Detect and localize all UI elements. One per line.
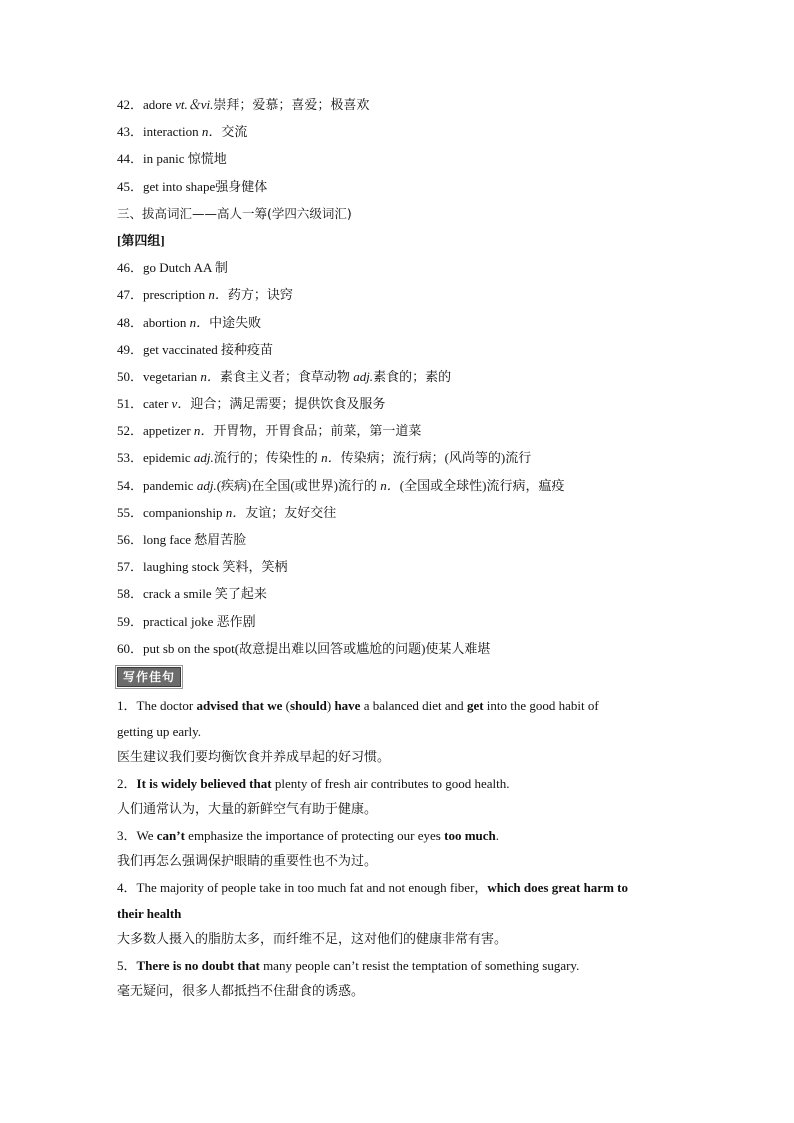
entry-word: appetizer [143, 423, 194, 439]
entry-word: go Dutch [143, 260, 194, 276]
vocab-entry-46 [117, 257, 679, 284]
entry-number: 49． [117, 341, 144, 357]
entry-number: 54． [117, 477, 144, 493]
entry-number: 43． [117, 124, 144, 140]
entry-number: 53． [117, 450, 144, 466]
entry-word: interaction [143, 124, 202, 140]
entry-word: practical joke [143, 613, 217, 629]
entry-word: get vaccinated [143, 341, 221, 357]
sentence-english: 1．The doctor advised that we (should) have a balanced diet and get into the good habit of [117, 697, 599, 713]
vocab-entry-60 [117, 638, 679, 665]
entry-pos: n． [208, 287, 228, 303]
sentence-chinese: 毫无疑问，很多人都抵挡不住甜食的诱惑。 [117, 983, 365, 999]
entry-number: 57． [117, 559, 144, 575]
entry-meaning: 笑料，笑柄 [222, 559, 288, 575]
entry-word: long face [143, 532, 195, 547]
group-label: [第四组] [117, 232, 165, 248]
entry-word: in panic [143, 151, 188, 167]
entry-pos: n． [193, 423, 214, 439]
entry-meaning-2: (全国或全球性)流行病，瘟疫 [399, 477, 565, 493]
sentence-3 [117, 823, 679, 875]
vocab-entry-49 [117, 339, 679, 366]
entry-number: 45． [117, 178, 144, 194]
entry-number: 59． [117, 613, 144, 629]
vocab-entry-52 [117, 420, 679, 447]
entry-word: cater [143, 396, 172, 412]
entry-word: adore [143, 97, 176, 112]
entry-word: laughing stock [143, 559, 223, 575]
vocab-entry-54 [117, 475, 679, 502]
writing-section-header [117, 665, 679, 693]
entry-meaning: 药方；诀窍 [227, 287, 293, 303]
document-page [117, 94, 679, 1005]
entry-pos: v． [171, 396, 191, 412]
sentence-english-continued: getting up early. [117, 723, 201, 739]
vocab-entry-42 [117, 94, 679, 121]
section-title: 三、拔高词汇——高人一筹(学四六级词汇) [117, 205, 352, 221]
entry-pos: n． [200, 368, 220, 384]
sentence-english: 4．The majority of people take in too much fat and not enough fiber，which does great harm to [117, 879, 628, 895]
entry-number: 58． [117, 586, 144, 602]
entry-meaning: 笑了起来 [214, 586, 267, 602]
entry-pos-2: n． [380, 477, 400, 493]
vocab-entry-58 [117, 583, 679, 610]
vocab-entry-48 [117, 312, 679, 339]
entry-word: get into shape [143, 178, 216, 194]
entry-word: vegetarian [143, 368, 201, 384]
entry-word: abortion [143, 314, 190, 330]
vocab-entry-56 [117, 529, 679, 556]
entry-number: 60． [117, 640, 144, 656]
vocab-entry-55 [117, 502, 679, 529]
entry-meaning: (疾病)在全国(或世界)流行的 [216, 477, 381, 493]
entry-meaning: 接种疫苗 [220, 341, 273, 357]
entry-pos: n． [225, 504, 246, 520]
entry-word: crack a smile [143, 586, 215, 602]
vocab-entry-50 [117, 366, 679, 393]
entry-word: pandemic [143, 477, 197, 493]
sentence-english: 5．There is no doubt that many people can’t resist the temptation of something sugary. [117, 957, 580, 973]
sentence-english: 3．We can’t emphasize the importance of protecting our eyes too much. [117, 827, 499, 843]
sentence-chinese: 医生建议我们要均衡饮食并养成早起的好习惯。 [117, 749, 391, 765]
entry-meaning: 流行的；传染性的 [213, 450, 322, 466]
entry-meaning: 中途失败 [209, 314, 262, 330]
entry-meaning: 崇拜；爱慕；喜爱；极喜欢 [213, 97, 370, 112]
vocab-entry-59 [117, 611, 679, 638]
entry-number: 50． [117, 368, 144, 384]
entry-meaning: 交流 [221, 124, 248, 140]
entry-number: 44． [117, 151, 144, 167]
entry-pos: adj. [193, 450, 214, 466]
sentence-4 [117, 875, 679, 953]
vocab-entry-47 [117, 284, 679, 311]
entry-number: 52． [117, 423, 144, 439]
vocab-entry-43 [117, 121, 679, 148]
vocab-entry-57 [117, 556, 679, 583]
entry-number: 56． [117, 532, 144, 547]
entry-meaning: 迎合；满足需要；提供饮食及服务 [190, 396, 386, 412]
vocab-entry-53 [117, 447, 679, 474]
sentence-1 [117, 693, 679, 771]
entry-word: put sb on the spot [143, 640, 235, 656]
entry-pos-2: adj. [353, 368, 374, 384]
sentence-5 [117, 953, 679, 1005]
vocab-entry-51 [117, 393, 679, 420]
sentence-chinese: 我们再怎么强调保护眼睛的重要性也不为过。 [117, 853, 378, 869]
entry-number: 55． [117, 504, 144, 520]
entry-meaning: 惊慌地 [187, 151, 227, 167]
entry-pos-2: n． [321, 450, 341, 466]
entry-number: 48． [117, 314, 144, 330]
entry-meaning: 开胃物，开胃食品；前菜，第一道菜 [213, 423, 422, 439]
entry-pos: vt.＆vi. [175, 97, 214, 112]
entry-meaning: (故意提出难以回答或尴尬的问题)使某人难堪 [234, 640, 491, 656]
sentence-chinese: 大多数人摄入的脂肪太多，而纤维不足，这对他们的健康非常有害。 [117, 931, 508, 947]
entry-meaning: 强身健体 [215, 178, 268, 194]
entry-meaning: 愁眉苦脸 [194, 532, 247, 547]
entry-number: 42． [117, 97, 144, 112]
sentence-english-continued: their health [117, 905, 182, 921]
entry-word: epidemic [143, 450, 194, 466]
entry-meaning: AA 制 [193, 260, 228, 276]
entry-meaning-2: 传染病；流行病；(风尚等的)流行 [340, 450, 532, 466]
sentence-english: 2．It is widely believed that plenty of fresh air contributes to good health. [117, 775, 510, 791]
entry-meaning-2: 素食的；素的 [373, 368, 452, 384]
entry-word: prescription [143, 287, 209, 303]
sentence-chinese: 人们通常认为，大量的新鲜空气有助于健康。 [117, 801, 378, 817]
entry-number: 46． [117, 260, 144, 276]
entry-number: 47． [117, 287, 144, 303]
entry-meaning: 素食主义者；食草动物 [219, 368, 354, 384]
entry-meaning: 友谊；友好交往 [245, 504, 337, 520]
entry-pos: n． [189, 314, 210, 330]
entry-pos: n． [201, 124, 222, 140]
entry-word: companionship [143, 504, 226, 520]
vocab-entry-44 [117, 148, 679, 175]
entry-number: 51． [117, 396, 144, 412]
writing-badge: 写作佳句 [117, 667, 181, 687]
entry-pos: adj. [196, 477, 217, 493]
entry-meaning: 恶作剧 [216, 613, 256, 629]
vocab-entry-45 [117, 176, 679, 203]
sentence-2 [117, 771, 679, 823]
